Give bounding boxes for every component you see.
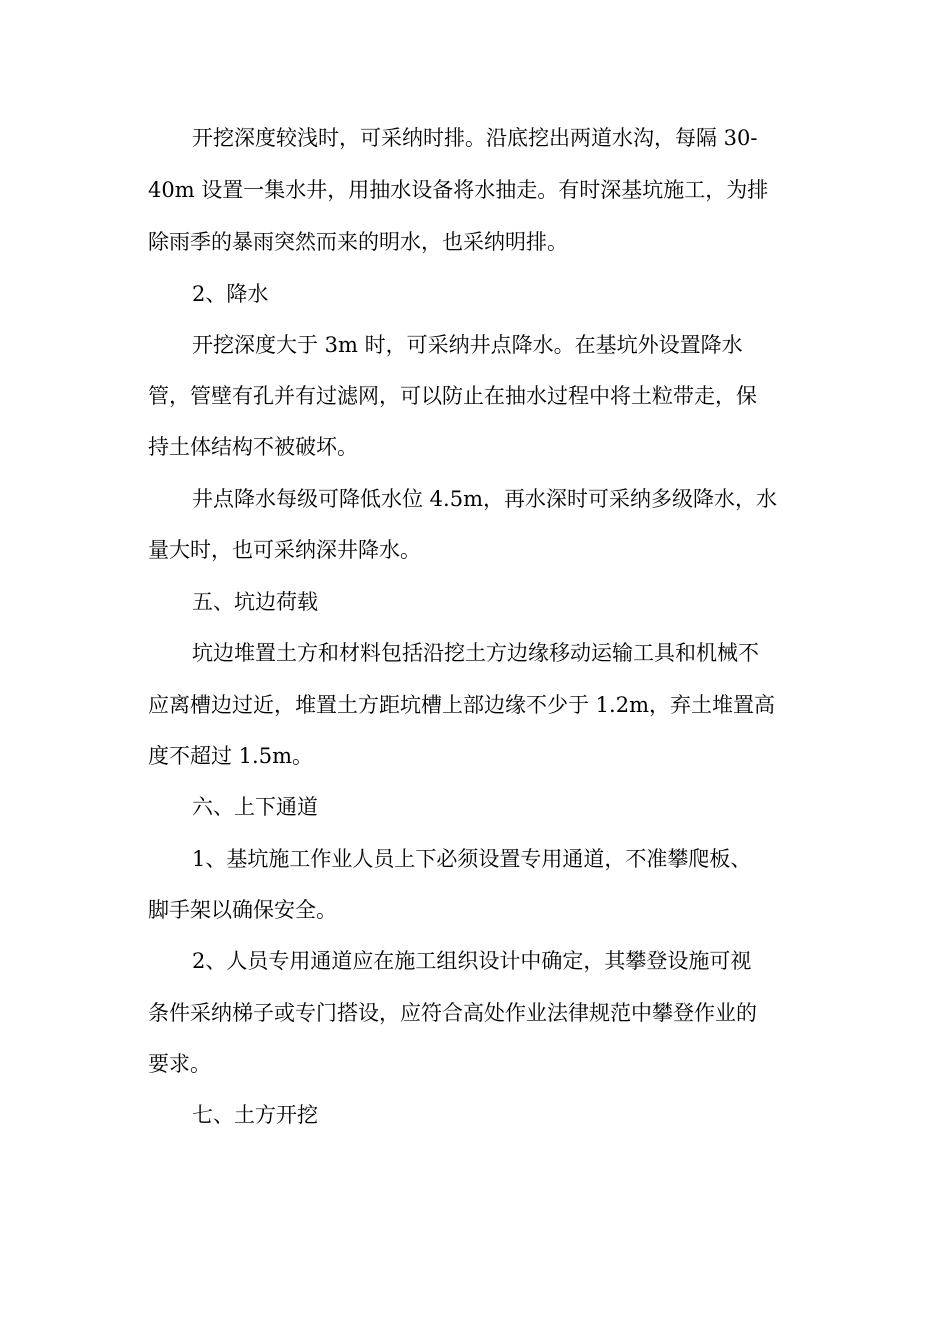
text-line: 2、人员专用通道应在施工组织设计中确定，其攀登设施可视 [192,949,752,973]
section-heading: 七、土方开挖 [192,1103,318,1127]
text-line: 持土体结构不被破坏。 [148,435,358,459]
text-line: 井点降水每级可降低水位 4.5m，再水深时可采纳多级降水，水 [192,487,777,511]
text-line: 度不超过 1.5m。 [148,744,313,768]
section-heading: 五、坑边荷载 [192,590,318,614]
text-line: 要求。 [148,1052,211,1076]
text-line: 开挖深度大于 3m 时，可采纳井点降水。在基坑外设置降水 [192,333,743,357]
section-heading: 六、上下通道 [192,795,318,819]
text-line: 开挖深度较浅时，可采纳时排。沿底挖出两道水沟，每隔 30- [192,126,758,150]
text-line: 条件采纳梯子或专门搭设，应符合高处作业法律规范中攀登作业的 [148,1001,757,1025]
text-line: 1、基坑施工作业人员上下必须设置专用通道，不准攀爬板、 [192,847,752,871]
text-line: 脚手架以确保安全。 [148,898,337,922]
text-line: 坑边堆置土方和材料包括沿挖土方边缘移动运输工具和机械不 [192,641,759,665]
text-line: 40m 设置一集水井，用抽水设备将水抽走。有时深基坑施工，为排 [148,178,769,202]
text-line: 量大时，也可采纳深井降水。 [148,538,421,562]
section-heading: 2、降水 [192,282,269,306]
text-line: 管，管壁有孔并有过滤网，可以防止在抽水过程中将土粒带走，保 [148,384,757,408]
text-line: 除雨季的暴雨突然而来的明水，也采纳明排。 [148,230,568,254]
text-line: 应离槽边过近，堆置土方距坑槽上部边缘不少于 1.2m，弃土堆置高 [148,693,775,717]
